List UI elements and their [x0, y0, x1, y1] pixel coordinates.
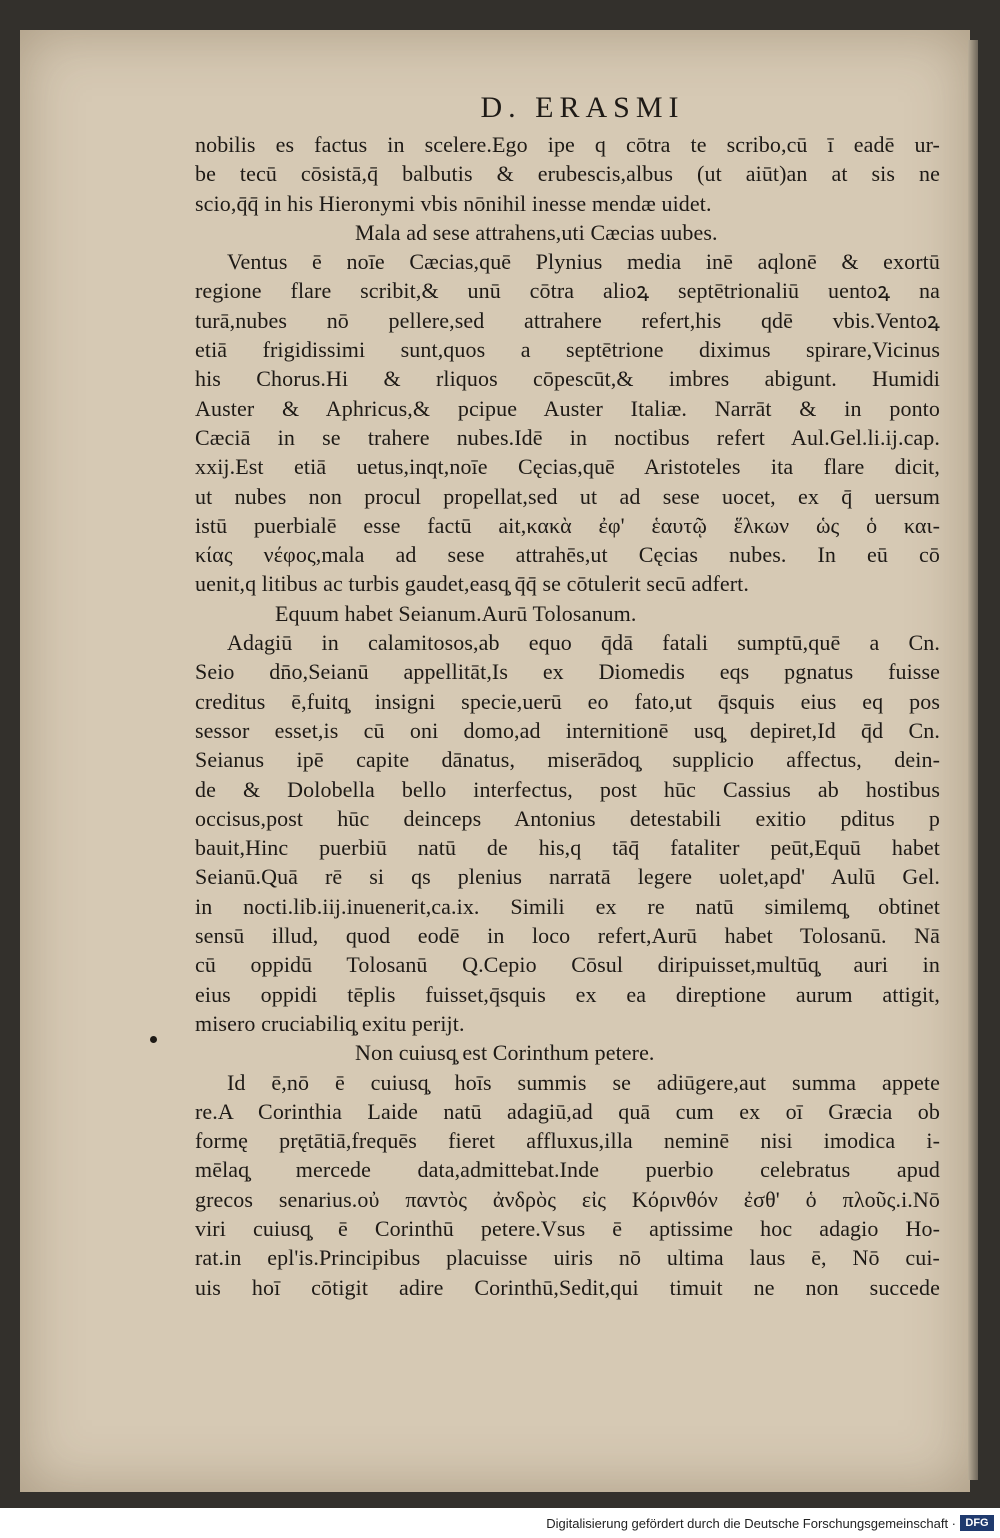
text-line: creditus ē,fuitq̧ insigni specie,uerū eo fato,ut q̄squis eius eq pos [195, 688, 940, 714]
text-line: sessor esset,is cū oni domo,ad internitionē usq̧ depiret,Id q̄d Cn. [195, 717, 940, 743]
text-line: etiā frigidissimi sunt,quos a septētrione diximus spirare,Vicinus [195, 337, 940, 363]
page-edge [968, 40, 978, 1480]
text-line: his Chorus.Hi & rliquos cōpescūt,& imbres abigunt. Humidi [195, 366, 940, 392]
text-line: Seianus ipē capite dānatus, miserādoq̧ supplicio affectus, dein- [195, 747, 940, 773]
text-line: be tecū cōsistā,q̄ balbutis & erubescis,albus (ut aiūt)an at sis ne [195, 161, 940, 187]
footer-bar [0, 1508, 1000, 1538]
section-heading: Equum habet Seianum.Aurū Tolosanum. [275, 600, 637, 626]
text-line: nobilis es factus in scelere.Ego ipe q cōtra te scribo,cū ī eadē ur- [195, 132, 940, 157]
text-line: re.A Corinthia Laide natū adagiū,ad quā cum ex oī Græcia ob [195, 1098, 940, 1124]
text-line: Seio dn̄o,Seianū appellitāt,Is ex Diomedis eqs pgnatus fuisse [195, 659, 940, 685]
text-line: Seianū.Quā rē si qs plenius narratā legere uolet,apd' Aulū Gel. [195, 864, 940, 890]
text-line: scio,q̄q̄ in his Hieronymi vbis nōnihil inesse mendæ uidet. [195, 190, 712, 216]
text-line: in nocti.lib.iij.inuenerit,ca.ix. Simili ex re natū similemq̧ obtinet [195, 893, 940, 919]
text-line: uenit,q litibus ac turbis gaudet,easq̧ q̄q̄ se cōtulerit secū adfert. [195, 571, 749, 597]
text-line: rat.in epl'is.Principibus placuisse uiris nō ultima laus ē, Nō cui- [195, 1245, 940, 1271]
text-line: uis hoī cōtigit adire Corinthū,Sedit,qui timuit ne non succede [195, 1274, 940, 1300]
text-line: bauit,Hinc puerbiū natū de his,q tāq̄ fataliter peūt,Equū habet [195, 835, 940, 861]
text-line: xxij.Est etiā uetus,inqt,noīe Cęcias,quē Aristoteles ita flare dicit, [195, 454, 940, 480]
text-line: sensū illud, quod eodē in loco refert,Aurū habet Tolosanū. Nā [195, 923, 940, 949]
margin-dot [150, 1036, 157, 1043]
text-line: Cæciā in se trahere nubes.Idē in noctibus refert Aul.Gel.li.ij.cap. [195, 424, 940, 450]
text-line: Auster & Aphricus,& pcipue Auster Italiæ. Narrāt & in ponto [195, 395, 940, 421]
text-line: viri cuiusq̧ ē Corinthū petere.Vsus ē aptissime hoc adagio Ho- [195, 1215, 940, 1241]
section-heading: Mala ad sese attrahens,uti Cæcias uubes. [355, 219, 718, 245]
text-line: occisus,post hūc deinceps Antonius detestabili exitio pditus p [195, 805, 940, 831]
text-line: turā,nubes nō pellere,sed attrahere refert,his qdē vbis.Ventoꝝ [195, 307, 940, 333]
text-line: Id ē,nō ē cuiusq̧ hoīs summis se adiūgere,aut summa appete [227, 1069, 940, 1095]
text-line: mēlaq̧ mercede data,admittebat.Inde puerbio celebratus apud [195, 1157, 940, 1183]
text-line: misero cruciabiliq̧ exitu perijt. [195, 1010, 465, 1036]
text-line: Ventus ē noīe Cæcias,quē Plynius media inē aqlonē & exortū [227, 249, 940, 275]
text-line: κίας νέφος,mala ad sese attrahēs,ut Cęcias nubes. In eū cō [195, 542, 940, 568]
text-line: grecos senarius.οὐ παντὸς ἀνδρὸς εἰς Κόρινθόν ἐσθ' ὁ πλοῦς.i.Nō [195, 1186, 940, 1212]
text-line: formę prętātiā,frequēs fieret affluxus,illa neminē nisi imodica i- [195, 1128, 940, 1154]
text-line: cū oppidū Tolosanū Q.Cepio Cōsul diripuisset,multūq̧ auri in [195, 952, 940, 978]
running-head: D. ERASMI [480, 91, 685, 124]
dfg-logo: DFG [960, 1515, 994, 1531]
text-line: de & Dolobella bello interfectus, post hūc Cassius ab hostibus [195, 776, 940, 802]
text-line: eius oppidi tēplis fuisset,q̄squis ex ea direptione aurum attigit, [195, 981, 940, 1007]
text-line: Adagiū in calamitosos,ab equo q̄dā fatali sumptū,quē a Cn. [227, 630, 940, 656]
section-heading: Non cuiusq̧ est Corinthum petere. [355, 1040, 655, 1066]
text-line: istū puerbialē esse factū ait,κακὰ ἐφ' ἑαυτῷ ἕλκων ὡς ὁ και- [195, 512, 940, 538]
text-line: ut nubes non procul propellat,sed ut ad sese uocet, ex q̄ uersum [195, 483, 940, 509]
text-line: regione flare scribit,& unū cōtra alioꝝ septētrionaliū uentoꝝ na [195, 278, 940, 304]
funding-credit: Digitalisierung gefördert durch die Deutsche Forschungsgemeinschaft · [546, 1516, 956, 1531]
page-text [195, 90, 940, 1302]
